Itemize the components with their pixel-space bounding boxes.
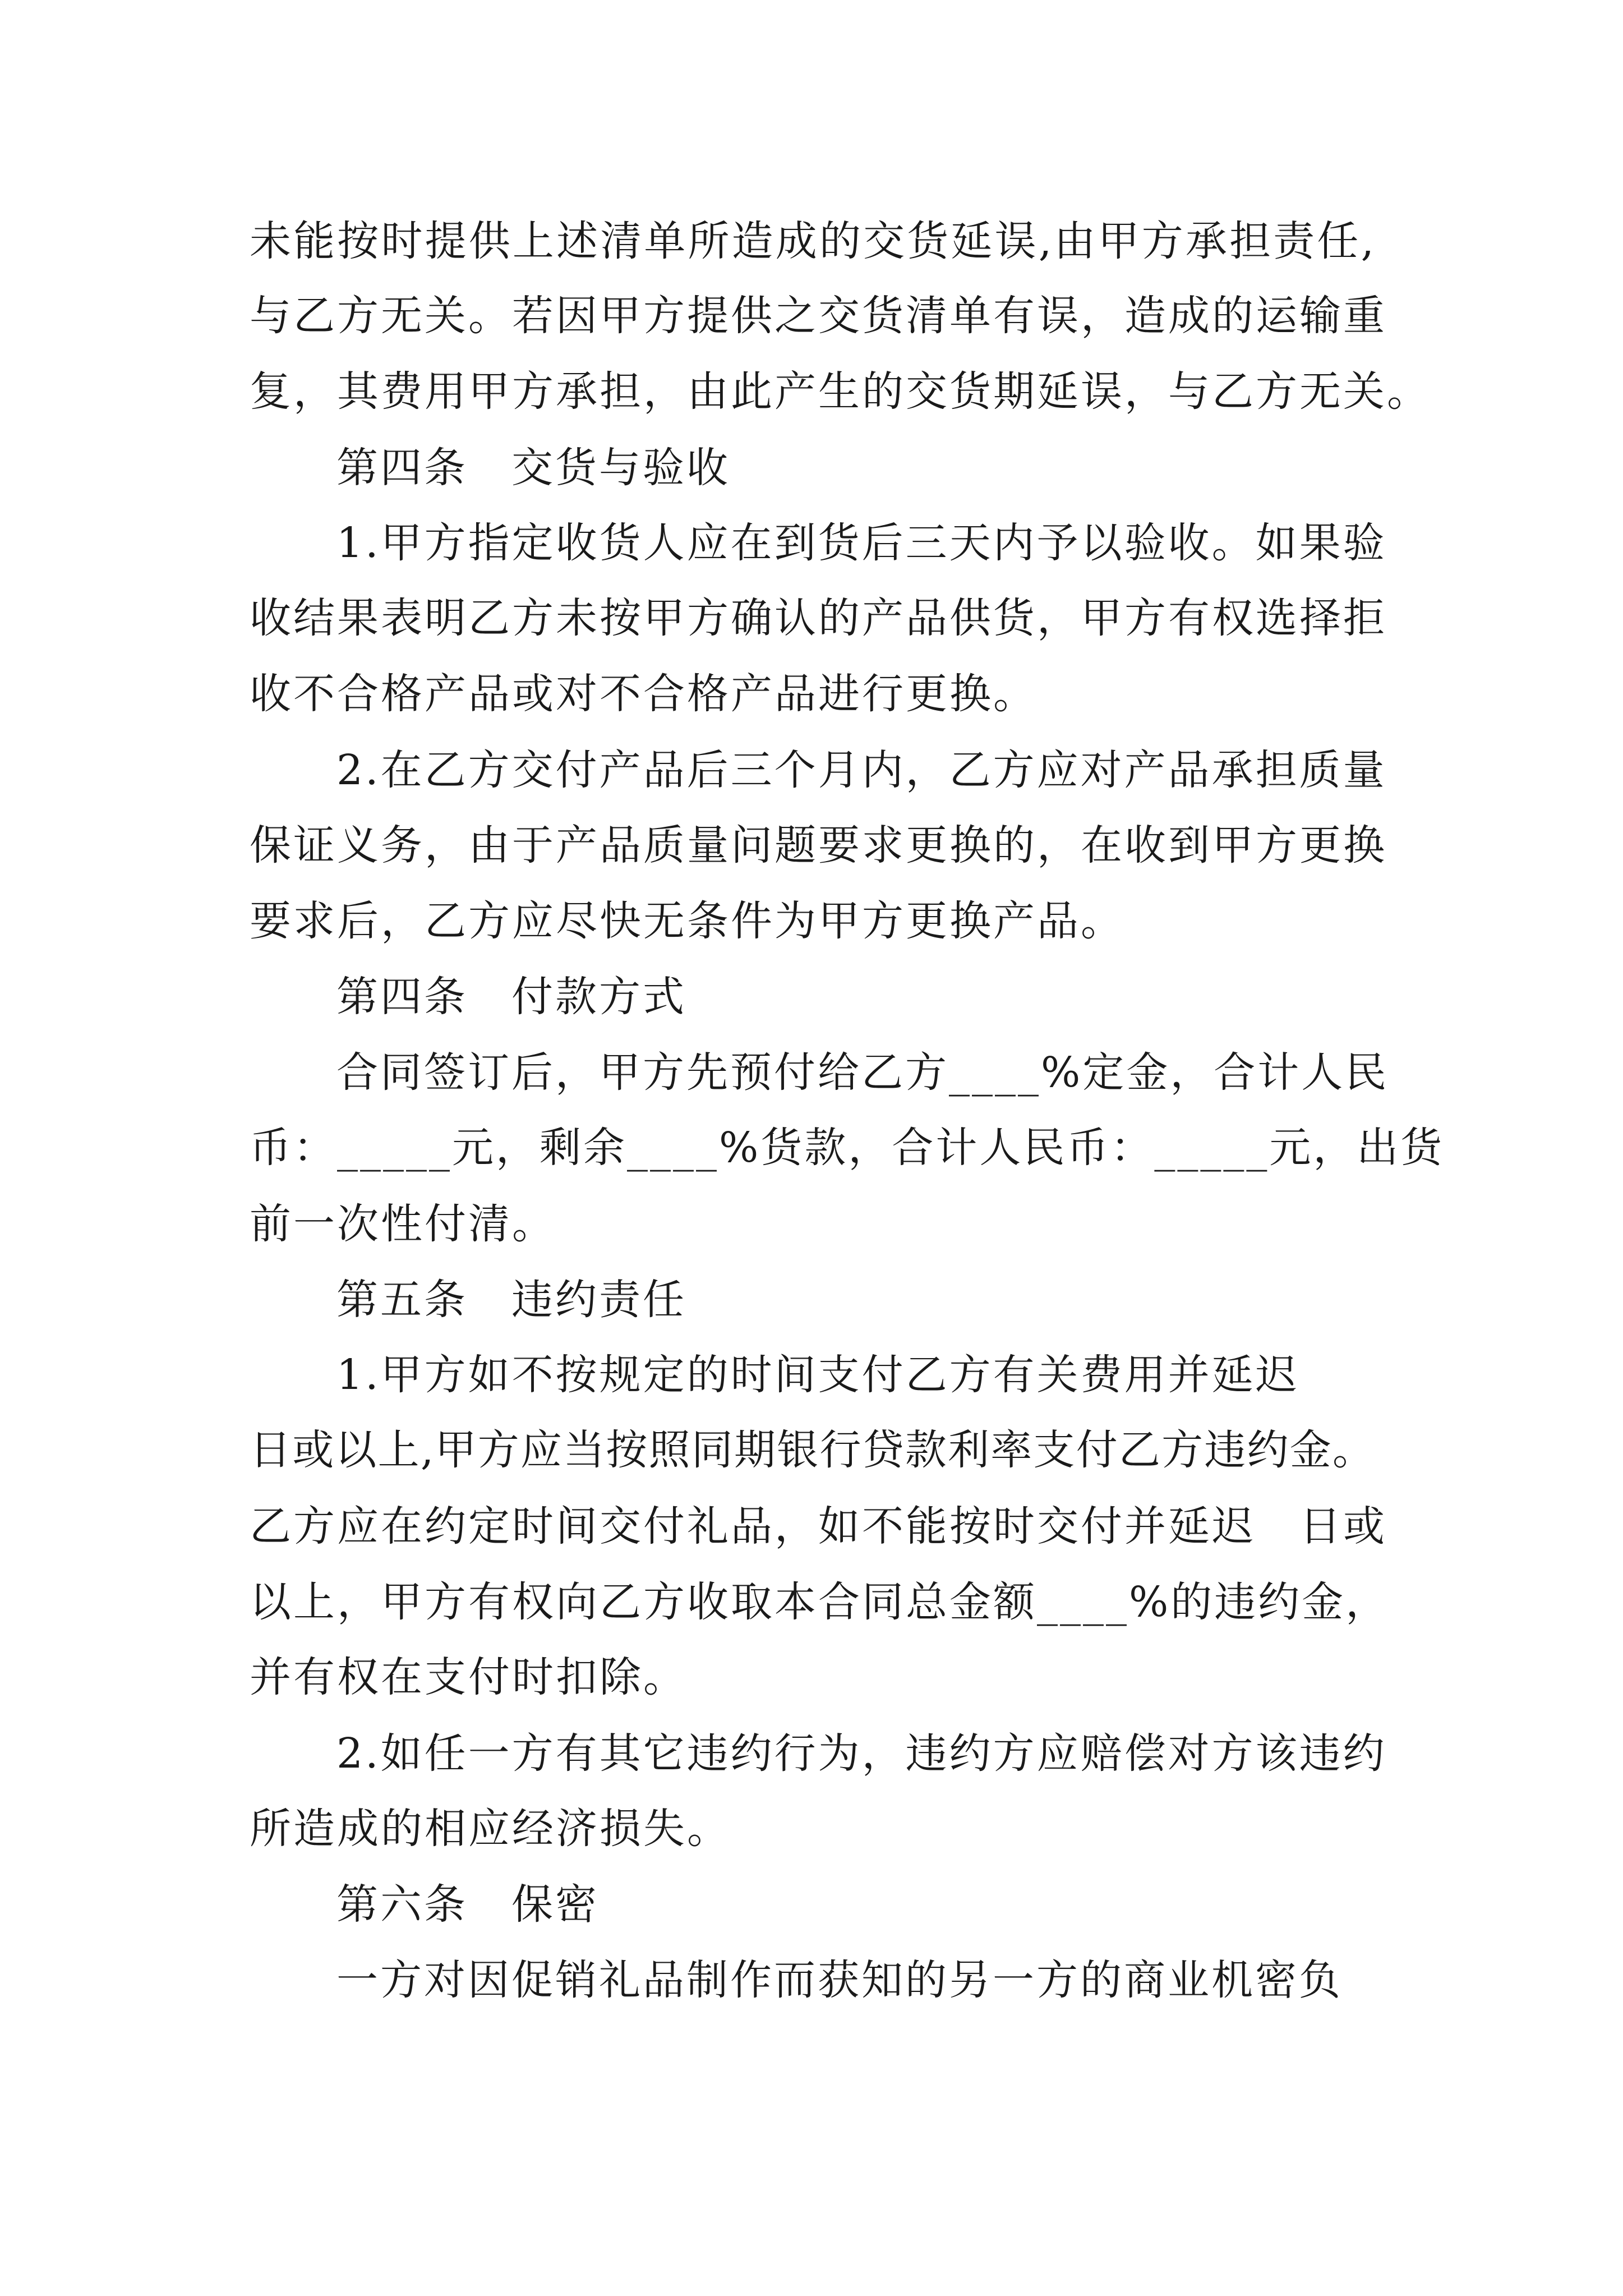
text-line: 合同签订后，甲方先预付给乙方____%定金，合计人民 [336,1048,1389,1097]
text-line: 与乙方无关。若因甲方提供之交货清单有误，造成的运输重 [250,292,1387,340]
text-line: 保证义务，由于产品质量问题要求更换的，在收到甲方更换 [250,821,1387,869]
section-heading: 第四条 交货与验收 [336,444,730,492]
text-line: 收结果表明乙方未按甲方确认的产品供货，甲方有权选择拒 [250,594,1387,642]
text-line: 复，其费用甲方承担，由此产生的交货期延误，与乙方无关。 [250,367,1431,416]
section-heading: 第四条 付款方式 [336,973,686,1021]
text-line: 未能按时提供上述清单所造成的交货延误,由甲方承担责任, [250,217,1374,265]
text-line: 1.甲方指定收货人应在到货后三天内予以验收。如果验 [336,519,1387,567]
text-line: 前一次性付清。 [250,1200,556,1248]
text-line: 币：_____元，剩余____%货款，合计人民币：_____元，出货 [250,1124,1445,1172]
text-line: 2.在乙方交付产品后三个月内，乙方应对产品承担质量 [336,746,1387,794]
section-heading: 第五条 违约责任 [336,1276,686,1324]
text-line: 所造成的相应经济损失。 [250,1805,731,1853]
text-line: 2.如任一方有其它违约行为，违约方应赔偿对方该违约 [336,1729,1387,1778]
text-line: 日或以上,甲方应当按照同期银行贷款利率支付乙方违约金。 [250,1426,1374,1474]
text-line: 乙方应在约定时间交付礼品，如不能按时交付并延迟 日或 [250,1502,1387,1550]
text-line: 收不合格产品或对不合格产品进行更换。 [250,670,1037,718]
text-line: 并有权在支付时扣除。 [250,1653,687,1701]
section-heading: 第六条 保密 [336,1880,599,1929]
text-line: 一方对因促销礼品制作而获知的另一方的商业机密负 [336,1956,1343,2004]
text-line: 要求后，乙方应尽快无条件为甲方更换产品。 [250,897,1124,945]
text-line: 以上，甲方有权向乙方收取本合同总金额____%的违约金， [250,1578,1390,1626]
text-line: 1.甲方如不按规定的时间支付乙方有关费用并延迟 [336,1351,1299,1399]
